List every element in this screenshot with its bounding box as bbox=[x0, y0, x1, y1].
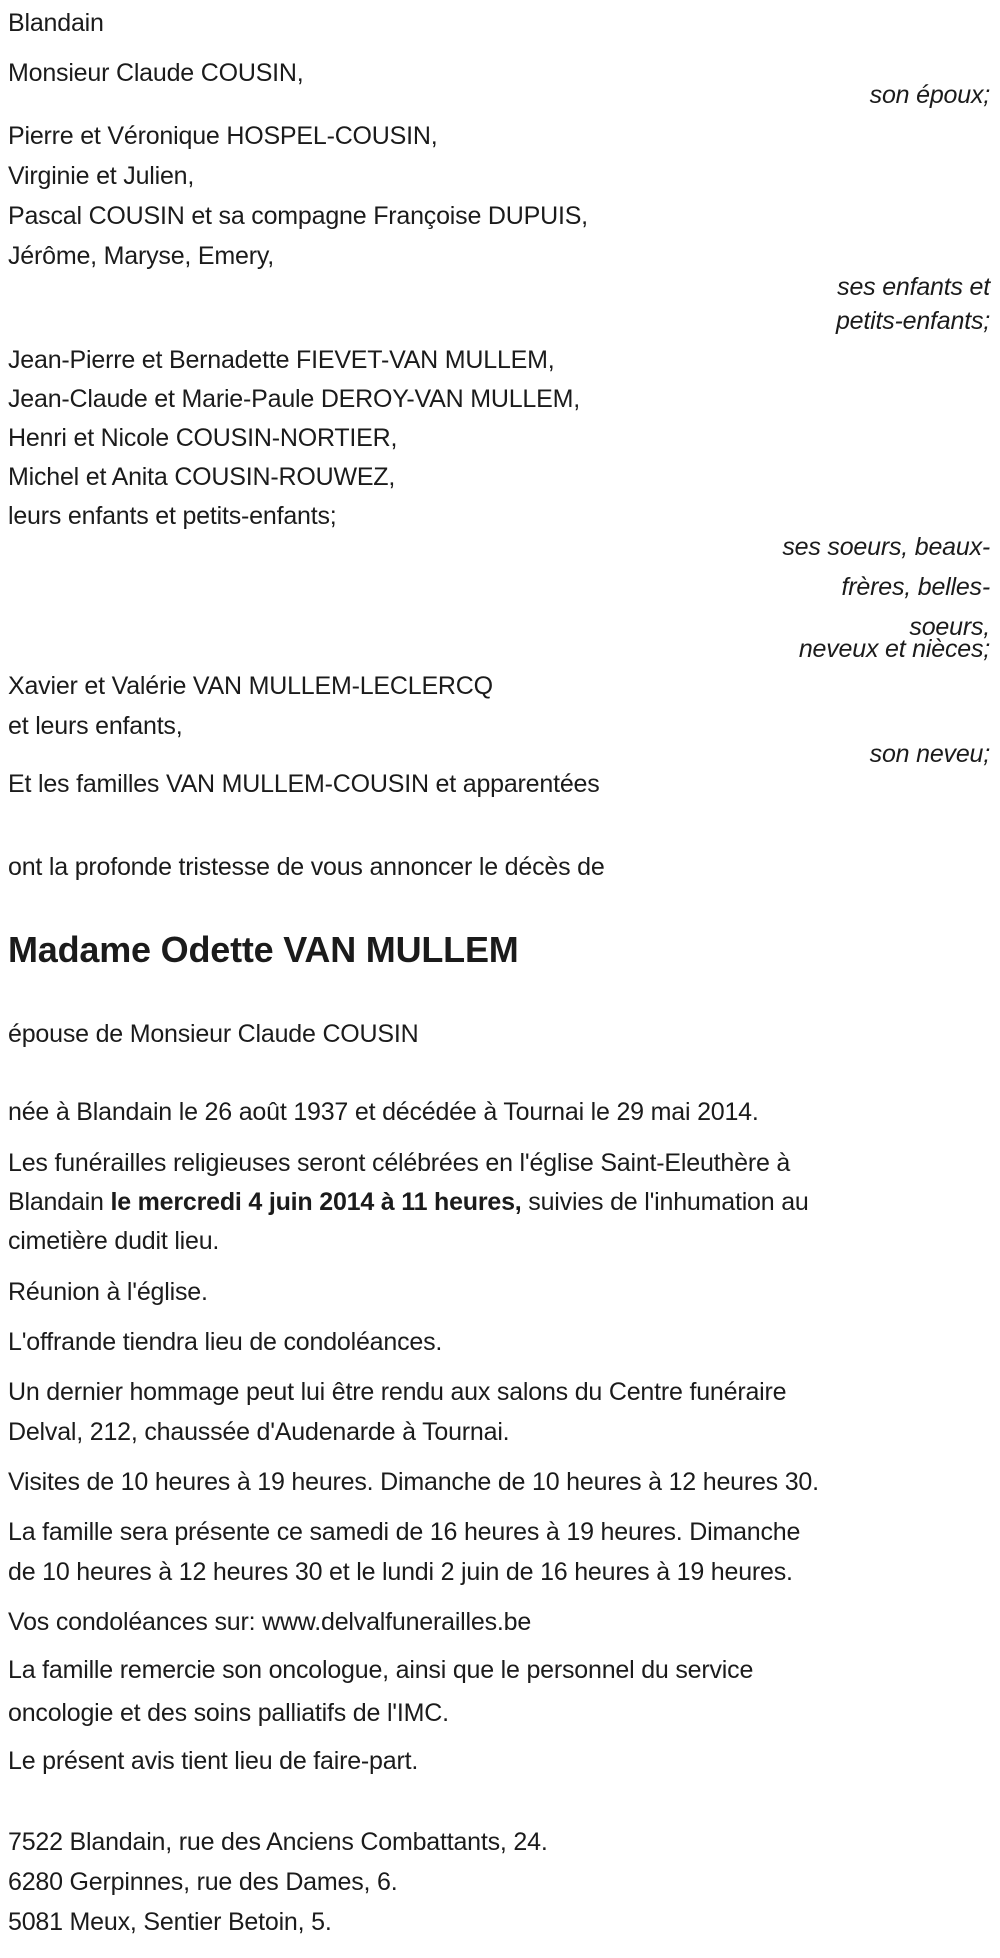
mourner-name: et leurs enfants, bbox=[8, 712, 183, 740]
relation-line: son époux; bbox=[869, 81, 990, 109]
birth-death-line: née à Blandain le 26 août 1937 et décédée à Tournai le 29 mai 2014. bbox=[8, 1098, 759, 1126]
mourner-group-3-relation-extra bbox=[8, 637, 990, 661]
announcement-text: ont la profonde tristesse de vous annoncer le décès de bbox=[8, 853, 605, 881]
city-label: Blandain bbox=[8, 9, 104, 37]
relation-line: petits-enfants; bbox=[835, 307, 990, 335]
condoleances-line: Vos condoléances sur: www.delvalfunerailles.be bbox=[8, 1608, 532, 1636]
presence-line: La famille sera présente ce samedi de 16 heures à 19 heures. Dimanche bbox=[8, 1518, 801, 1546]
remerciement-paragraph bbox=[8, 1649, 990, 1735]
funeral-line: Les funérailles religieuses seront célébrées en l'église Saint-Eleuthère à bbox=[8, 1149, 791, 1177]
visites-line: Visites de 10 heures à 19 heures. Dimanche de 10 heures à 12 heures 30. bbox=[8, 1468, 819, 1496]
mourner-name: leurs enfants et petits-enfants; bbox=[8, 502, 337, 530]
reunion-line: Réunion à l'église. bbox=[8, 1278, 208, 1306]
relation-line: ses soeurs, beaux- bbox=[782, 533, 990, 561]
mourner-group-2-names bbox=[8, 116, 990, 276]
mourner-group-3-relation bbox=[8, 527, 990, 647]
remerciement-line: oncologie et des soins palliatifs de l'IMC. bbox=[8, 1699, 449, 1727]
relation-line: neveux et nièces; bbox=[798, 635, 990, 663]
mourner-name: Jérôme, Maryse, Emery, bbox=[8, 242, 275, 270]
mourner-name: Pierre et Véronique HOSPEL-COUSIN, bbox=[8, 122, 438, 150]
mourner-name: Jean-Claude et Marie-Paule DEROY-VAN MULLEM, bbox=[8, 385, 580, 413]
address-line: 7522 Blandain, rue des Anciens Combattants, 24. bbox=[8, 1828, 548, 1856]
funeral-text: suivies de l'inhumation au bbox=[521, 1188, 809, 1216]
mourner-name: Xavier et Valérie VAN MULLEM-LECLERCQ bbox=[8, 672, 493, 700]
presence-paragraph bbox=[8, 1512, 990, 1592]
address-line: 5081 Meux, Sentier Betoin, 5. bbox=[8, 1908, 332, 1936]
presence-line: de 10 heures à 12 heures 30 et le lundi 2 juin de 16 heures à 19 heures. bbox=[8, 1558, 793, 1586]
funeral-date-bold: le mercredi 4 juin 2014 à 11 heures, bbox=[110, 1188, 522, 1216]
address-list bbox=[8, 1822, 990, 1942]
mourner-name: Et les familles VAN MULLEM-COUSIN et apparentées bbox=[8, 770, 600, 798]
offrande-line: L'offrande tiendra lieu de condoléances. bbox=[8, 1328, 443, 1356]
mourner-name: Pascal COUSIN et sa compagne Françoise DUPUIS, bbox=[8, 202, 588, 230]
faire-part-line: Le présent avis tient lieu de faire-part. bbox=[8, 1747, 419, 1775]
relation-line: ses enfants et bbox=[837, 273, 990, 301]
mourner-group-4-names bbox=[8, 666, 990, 746]
mourner-name: Monsieur Claude COUSIN, bbox=[8, 59, 304, 87]
mourner-name: Jean-Pierre et Bernadette FIEVET-VAN MULLEM, bbox=[8, 346, 555, 374]
hommage-line: Delval, 212, chaussée d'Audenarde à Tournai. bbox=[8, 1418, 510, 1446]
mourner-name: Henri et Nicole COUSIN-NORTIER, bbox=[8, 424, 398, 452]
address-line: 6280 Gerpinnes, rue des Dames, 6. bbox=[8, 1868, 398, 1896]
spouse-line: épouse de Monsieur Claude COUSIN bbox=[8, 1020, 419, 1048]
mourner-name: Michel et Anita COUSIN-ROUWEZ, bbox=[8, 463, 396, 491]
funeral-line bbox=[8, 1183, 990, 1222]
mourner-group-1-relation bbox=[8, 81, 990, 109]
hommage-line: Un dernier hommage peut lui être rendu aux salons du Centre funéraire bbox=[8, 1378, 787, 1406]
hommage-paragraph bbox=[8, 1372, 990, 1452]
mourner-group-2-relation bbox=[8, 270, 990, 338]
mourner-name: Virginie et Julien, bbox=[8, 162, 195, 190]
relation-line: son neveu; bbox=[869, 740, 990, 768]
relation-line: frères, belles- bbox=[841, 573, 990, 601]
mourner-group-3-names bbox=[8, 341, 990, 536]
deceased-name: Madame Odette VAN MULLEM bbox=[8, 929, 519, 970]
remerciement-line: La famille remercie son oncologue, ainsi que le personnel du service bbox=[8, 1656, 754, 1684]
funeral-line: cimetière dudit lieu. bbox=[8, 1227, 220, 1255]
funeral-text: Blandain bbox=[8, 1188, 111, 1216]
funeral-paragraph bbox=[8, 1144, 990, 1261]
mourner-group-5-names bbox=[8, 764, 990, 804]
relation-line: soeurs, bbox=[909, 613, 990, 641]
